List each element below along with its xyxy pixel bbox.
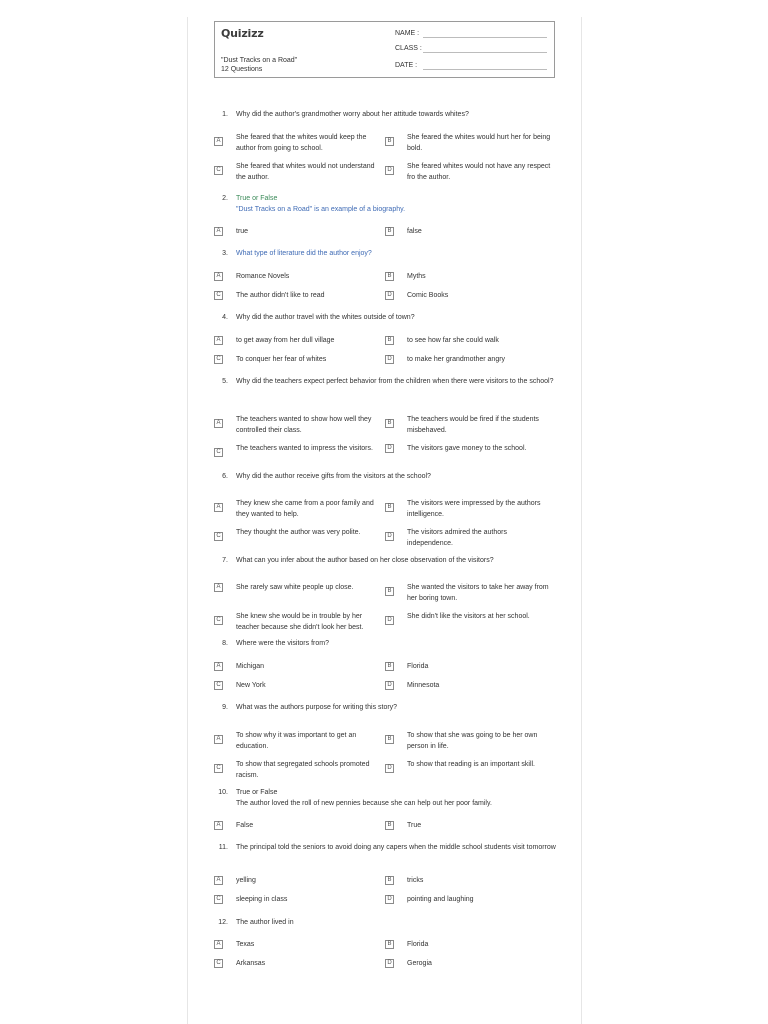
question-text: [236, 555, 556, 566]
question-number: 12.: [218, 919, 228, 926]
option-letter-box[interactable]: B: [385, 735, 394, 744]
option-letter-box[interactable]: D: [385, 895, 394, 904]
option-text: To show why it was important to get an education.: [236, 732, 357, 750]
option-text: She feared that whites would not understand the author.: [236, 163, 375, 181]
option-text: False: [236, 822, 254, 829]
option-text: To show that reading is an important skill.: [407, 761, 536, 768]
option-letter-box[interactable]: B: [385, 272, 394, 281]
option-letter-box[interactable]: A: [214, 137, 223, 146]
option-text: Texas: [236, 941, 255, 948]
question-statement: "Dust Tracks on a Road" is an example of a biography.: [236, 206, 406, 213]
question-text: [236, 193, 556, 215]
worksheet-header: [214, 21, 555, 78]
option-letter-box[interactable]: A: [214, 735, 223, 744]
option-text: to see how far she could walk: [407, 337, 499, 344]
option-text: The author didn't like to read: [236, 292, 325, 299]
option-letter-box[interactable]: B: [385, 137, 394, 146]
option-letter-box[interactable]: C: [214, 959, 223, 968]
question-number: 2.: [222, 195, 228, 202]
option-text: to get away from her dull village: [236, 337, 335, 344]
question-count: 12 Questions: [221, 66, 263, 73]
option-text: She wanted the visitors to take her away from her boring town.: [407, 584, 549, 602]
option-letter-box[interactable]: D: [385, 291, 394, 300]
option-text: Myths: [407, 273, 426, 280]
option-text: To conquer her fear of whites: [236, 356, 327, 363]
option-text: They knew she came from a poor family and they wanted to help.: [236, 500, 374, 518]
question-text: [236, 917, 556, 928]
date-field[interactable]: [395, 62, 417, 69]
option-letter-box[interactable]: D: [385, 166, 394, 175]
option-text: She didn't like the visitors at her school.: [407, 613, 530, 620]
option-letter-box[interactable]: C: [214, 681, 223, 690]
class-label: CLASS :: [395, 45, 422, 52]
option-text: yelling: [236, 877, 256, 884]
option-text: New York: [236, 682, 266, 689]
question-prompt: What can you infer about the author based on her close observation of the visitors?: [236, 557, 494, 564]
question-statement: The author loved the roll of new pennies because she can help out her poor family.: [236, 800, 492, 807]
option-letter-box[interactable]: B: [385, 503, 394, 512]
option-text: They thought the author was very polite.: [236, 529, 361, 536]
option-letter-box[interactable]: B: [385, 876, 394, 885]
option-letter-box[interactable]: D: [385, 616, 394, 625]
option-text: Comic Books: [407, 292, 449, 299]
class-field[interactable]: [395, 45, 422, 52]
question-prompt: Why did the author travel with the whites outside of town?: [236, 314, 415, 321]
option-letter-box[interactable]: A: [214, 940, 223, 949]
question-number: 6.: [222, 473, 228, 480]
option-text: To show that segregated schools promoted racism.: [236, 761, 370, 779]
option-letter-box[interactable]: B: [385, 419, 394, 428]
question-number: 7.: [222, 557, 228, 564]
question-prompt: True or False: [236, 789, 278, 796]
name-field[interactable]: [395, 30, 419, 37]
question-text: [236, 842, 556, 853]
option-letter-box[interactable]: C: [214, 355, 223, 364]
option-letter-box[interactable]: A: [214, 419, 223, 428]
option-text: The teachers wanted to show how well they controlled their class.: [236, 416, 372, 434]
option-text: She feared that the whites would keep the author from going to school.: [236, 134, 367, 152]
option-letter-box[interactable]: C: [214, 616, 223, 625]
name-line: [423, 37, 547, 38]
option-letter-box[interactable]: B: [385, 662, 394, 671]
option-letter-box[interactable]: C: [214, 532, 223, 541]
question-prompt: Where were the visitors from?: [236, 640, 329, 647]
option-letter-box[interactable]: D: [385, 764, 394, 773]
option-text: To show that she was going to be her own person in life.: [407, 732, 538, 750]
question-prompt: The principal told the seniors to avoid doing any capers when the middle school students visit tomorrow: [236, 844, 556, 851]
option-letter-box[interactable]: D: [385, 444, 394, 453]
option-letter-box[interactable]: A: [214, 227, 223, 236]
option-letter-box[interactable]: C: [214, 291, 223, 300]
question-text: [236, 248, 556, 259]
option-text: The teachers would be fired if the students misbehaved.: [407, 416, 539, 434]
question-text: [236, 109, 556, 120]
option-letter-box[interactable]: A: [214, 503, 223, 512]
question-number: 5.: [222, 378, 228, 385]
option-letter-box[interactable]: B: [385, 587, 394, 596]
option-letter-box[interactable]: C: [214, 764, 223, 773]
option-letter-box[interactable]: C: [214, 448, 223, 457]
option-text: to make her grandmother angry: [407, 356, 506, 363]
option-text: Arkansas: [236, 960, 266, 967]
question-prompt: Why did the author receive gifts from the visitors at the school?: [236, 473, 431, 480]
option-letter-box[interactable]: A: [214, 662, 223, 671]
question-number: 11.: [218, 844, 228, 851]
option-text: Minnesota: [407, 682, 440, 689]
option-text: true: [236, 228, 249, 235]
option-text: The visitors admired the authors independence.: [407, 529, 507, 547]
option-letter-box[interactable]: D: [385, 532, 394, 541]
name-label: NAME :: [395, 30, 420, 37]
option-text: false: [407, 228, 422, 235]
option-letter-box[interactable]: D: [385, 355, 394, 364]
option-text: Romance Novels: [236, 273, 290, 280]
question-prompt: The author lived in: [236, 919, 294, 926]
question-text: [236, 787, 556, 809]
option-text: She feared whites would not have any respect fro the author.: [407, 163, 551, 181]
question-text: [236, 638, 556, 649]
option-text: pointing and laughing: [407, 896, 474, 903]
option-letter-box[interactable]: B: [385, 940, 394, 949]
question-text: [236, 702, 556, 713]
question-number: 8.: [222, 640, 228, 647]
quizizz-logo: Quizizz: [221, 27, 264, 40]
class-line: [423, 52, 547, 53]
option-text: She feared the whites would hurt her for being bold.: [407, 134, 551, 152]
option-letter-box[interactable]: D: [385, 681, 394, 690]
question-prompt: What was the authors purpose for writing this story?: [236, 704, 398, 711]
question-prompt: What type of literature did the author enjoy?: [236, 250, 372, 257]
question-number: 1.: [222, 111, 228, 118]
option-letter-box[interactable]: C: [214, 166, 223, 175]
option-text: tricks: [407, 877, 424, 884]
question-number: 9.: [222, 704, 228, 711]
option-text: She knew she would be in trouble by her teacher because she didn't look her best.: [236, 613, 364, 631]
option-letter-box[interactable]: A: [214, 336, 223, 345]
option-text: sleeping in class: [236, 896, 288, 903]
date-line: [423, 69, 547, 70]
date-label: DATE :: [395, 62, 418, 69]
option-letter-box[interactable]: A: [214, 583, 223, 592]
option-letter-box[interactable]: A: [214, 876, 223, 885]
option-text: She rarely saw white people up close.: [236, 584, 354, 591]
option-letter-box[interactable]: C: [214, 895, 223, 904]
option-text: Florida: [407, 941, 429, 948]
option-letter-box[interactable]: A: [214, 821, 223, 830]
question-text: [236, 312, 556, 323]
option-letter-box[interactable]: A: [214, 272, 223, 281]
option-letter-box[interactable]: B: [385, 227, 394, 236]
option-letter-box[interactable]: B: [385, 336, 394, 345]
option-text: The teachers wanted to impress the visitors.: [236, 445, 373, 452]
question-prompt: Why did the author's grandmother worry about her attitude towards whites?: [236, 111, 469, 118]
option-letter-box[interactable]: D: [385, 959, 394, 968]
question-number: 3.: [222, 250, 228, 257]
question-text: [236, 471, 556, 482]
option-text: Florida: [407, 663, 429, 670]
question-number: 4.: [222, 314, 228, 321]
option-text: True: [407, 822, 422, 829]
option-text: Gerogia: [407, 960, 432, 967]
question-prompt: True or False: [236, 195, 278, 202]
option-text: The visitors were impressed by the authors intelligence.: [407, 500, 541, 518]
quiz-info: [221, 56, 297, 74]
quiz-title: "Dust Tracks on a Road": [221, 57, 298, 64]
option-text: The visitors gave money to the school.: [407, 445, 527, 452]
question-prompt: Why did the teachers expect perfect behavior from the children when there were visitors to the school?: [236, 378, 554, 385]
option-letter-box[interactable]: B: [385, 821, 394, 830]
option-text: Michigan: [236, 663, 265, 670]
question-text: [236, 376, 556, 387]
question-number: 10.: [218, 789, 228, 796]
